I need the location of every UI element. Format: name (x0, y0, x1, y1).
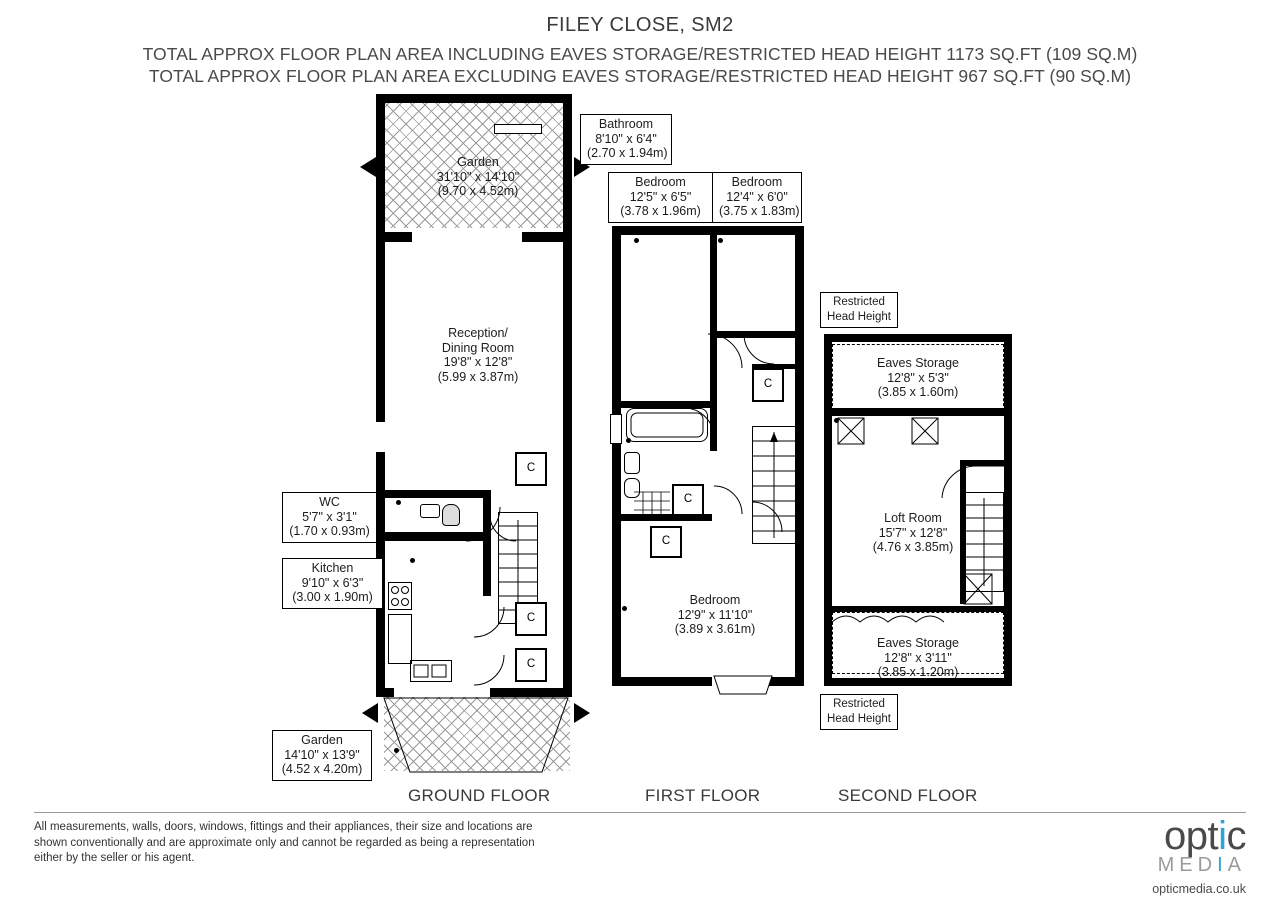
label-bathroom-metric: (2.70 x 1.94m) (587, 146, 668, 160)
label-loft-name: Loft Room (884, 511, 942, 525)
caption-second-floor: SECOND FLOOR (838, 786, 978, 805)
label-bedroom-left-imperial: 12'5" x 6'5" (629, 189, 692, 204)
label-wc-imperial: 5'7" x 3'1" (302, 509, 357, 524)
disclaimer-line-1: All measurements, walls, doors, windows, fittings and their appliances, their size and locations are (34, 821, 533, 833)
label-reception-name2: Dining Room (441, 340, 515, 355)
label-reception-imperial: 19'8" x 12'8" (443, 355, 513, 369)
label-garden-bottom (272, 730, 372, 781)
label-eaves-bottom-imperial: 12'8" x 3'11" (884, 650, 952, 665)
wc-basin (420, 504, 440, 518)
bedroom-left-window-dot (634, 238, 639, 243)
label-kitchen (282, 558, 383, 609)
bedroom-main-door-dot (622, 606, 627, 611)
label-garden-bottom-name: Garden (301, 733, 343, 747)
label-bathroom-imperial: 8'10" x 6'4" (595, 131, 657, 146)
label-garden-bottom-metric: (4.52 x 4.20m) (281, 762, 363, 776)
kitchen-sink-bowls (410, 660, 452, 682)
label-bedroom-right-name: Bedroom (731, 175, 783, 189)
label-restricted-top-l1: Restricted (833, 296, 885, 308)
ground-wall-top (376, 94, 572, 103)
label-loft (848, 511, 978, 555)
label-restricted-bottom-l2: Head Height (827, 712, 891, 725)
label-reception (408, 326, 548, 384)
label-wc-name: WC (319, 495, 340, 509)
label-reception-name: Reception/ (448, 326, 508, 340)
cupboard-ground-3: C (515, 648, 547, 682)
bathroom-basin (624, 452, 640, 474)
logo-accent-i: i (1218, 814, 1227, 858)
kitchen-door-dot (410, 558, 415, 563)
label-restricted-bottom-l1: Restricted (833, 698, 885, 710)
second-wall-eaves-top-divider (824, 408, 1012, 416)
label-kitchen-name: Kitchen (311, 561, 354, 575)
label-loft-metric: (4.76 x 3.85m) (872, 540, 954, 554)
label-kitchen-imperial: 9'10" x 6'3" (301, 575, 364, 590)
disclaimer-line-3: either by the seller or his agent. (34, 852, 195, 864)
cupboard-first-3: C (650, 526, 682, 558)
first-wall-bedroom-divider (710, 226, 717, 331)
label-eaves-top-imperial: 12'8" x 5'3" (887, 370, 949, 385)
garden-top-opening (494, 124, 542, 134)
second-wall-right (1004, 334, 1012, 686)
label-bedroom-main-metric: (3.89 x 3.61m) (674, 622, 756, 636)
area-including-eaves-text: TOTAL APPROX FLOOR PLAN AREA INCLUDING EAVES STORAGE/RESTRICTED HEAD HEIGHT 1173 SQ.FT (109 SQ.M) (142, 44, 1138, 64)
label-bedroom-main-name: Bedroom (689, 593, 741, 607)
label-eaves-top-name: Eaves Storage (877, 356, 959, 370)
first-wall-bottom-left (612, 677, 712, 686)
label-reception-metric: (5.99 x 3.87m) (437, 369, 519, 384)
kitchen-counter-vertical (388, 614, 412, 664)
page-title: FILEY CLOSE, SM2 (546, 14, 734, 36)
label-bathroom-name: Bathroom (598, 117, 654, 131)
optic-media-logo (1056, 814, 1246, 896)
label-eaves-top-metric: (3.85 x 1.60m) (877, 385, 959, 399)
label-garden-top-metric: (9.70 x 4.52m) (437, 184, 519, 198)
label-garden-top (408, 155, 548, 199)
label-garden-top-imperial: 31'10" x 14'10" (436, 169, 520, 184)
ground-wall-left-main (376, 232, 385, 697)
label-bedroom-right-metric: (3.75 x 1.83m) (719, 204, 800, 218)
loft-door-dot-top (834, 418, 839, 423)
caption-ground-floor: GROUND FLOOR (408, 786, 551, 805)
label-bathroom (580, 114, 672, 165)
bedroom-right-window-dot (718, 238, 723, 243)
label-wc (282, 492, 377, 543)
label-bedroom-main (650, 593, 780, 637)
label-eaves-top (848, 356, 988, 400)
logo-wordmark: optic (1164, 814, 1246, 858)
cupboard-ground-1: C (515, 452, 547, 486)
logo-accent-a: I (1217, 854, 1228, 876)
reception-window-left (375, 422, 386, 452)
cupboard-ground-2: C (515, 602, 547, 636)
eaves-top-hatch-markers (838, 416, 958, 446)
disclaimer-text (34, 820, 634, 867)
label-eaves-bottom-name: Eaves Storage (877, 636, 959, 650)
bath-tap-dot (626, 438, 631, 443)
second-wall-top (824, 334, 1012, 342)
second-stair-curve (940, 464, 1010, 504)
label-bedroom-right-imperial: 12'4" x 6'0" (726, 189, 788, 204)
garden-bottom-extent-arrows (362, 700, 590, 726)
label-restricted-bottom (820, 694, 898, 730)
bathroom-window (610, 414, 622, 444)
logo-subwordmark: MEDIA (1157, 854, 1246, 876)
label-bedroom-main-imperial: 12'9" x 11'10" (677, 607, 753, 622)
cupboard-first-1: C (752, 368, 784, 402)
kitchen-hob-rings (388, 582, 412, 610)
label-garden-bottom-imperial: 14'10" x 13'9" (284, 747, 360, 762)
second-wall-left (824, 334, 832, 686)
label-loft-imperial: 15'7" x 12'8" (878, 525, 948, 540)
label-eaves-bottom-metric: (3.85 x 1.20m) (877, 665, 959, 679)
area-excluding-eaves-text: TOTAL APPROX FLOOR PLAN AREA EXCLUDING EAVES STORAGE/RESTRICTED HEAD HEIGHT 967 SQ.FT (90 SQ.M) (148, 66, 1132, 86)
label-restricted-top (820, 292, 898, 328)
label-wc-metric: (1.70 x 0.93m) (289, 524, 370, 538)
label-garden-top-name: Garden (457, 155, 499, 169)
wc-door-dot (396, 500, 401, 505)
garden-bottom-door-dot (394, 748, 399, 753)
label-bedroom-left (608, 172, 713, 223)
first-wall-left (612, 226, 621, 686)
bedroom-main-bay-window (708, 674, 778, 700)
first-door-arcs (648, 326, 808, 566)
cupboard-first-2: C (672, 484, 704, 516)
label-bedroom-left-metric: (3.78 x 1.96m) (620, 204, 701, 218)
label-kitchen-metric: (3.00 x 1.90m) (292, 590, 373, 604)
label-bedroom-left-name: Bedroom (635, 175, 686, 189)
label-eaves-bottom (848, 636, 988, 680)
caption-first-floor: FIRST FLOOR (645, 786, 761, 805)
wc-toilet (442, 504, 460, 526)
loft-door-dot-bottom (834, 606, 839, 611)
logo-url: opticmedia.co.uk (1152, 882, 1246, 896)
label-restricted-top-l2: Head Height (827, 310, 891, 323)
ground-door-arcs (460, 447, 580, 697)
loft-roof-lines (832, 612, 952, 632)
footer-divider (34, 812, 1246, 813)
label-bedroom-right (712, 172, 802, 223)
disclaimer-line-2: shown conventionally and are approximate only and cannot be regarded as being a representation (34, 836, 535, 849)
first-wall-top (612, 226, 804, 235)
